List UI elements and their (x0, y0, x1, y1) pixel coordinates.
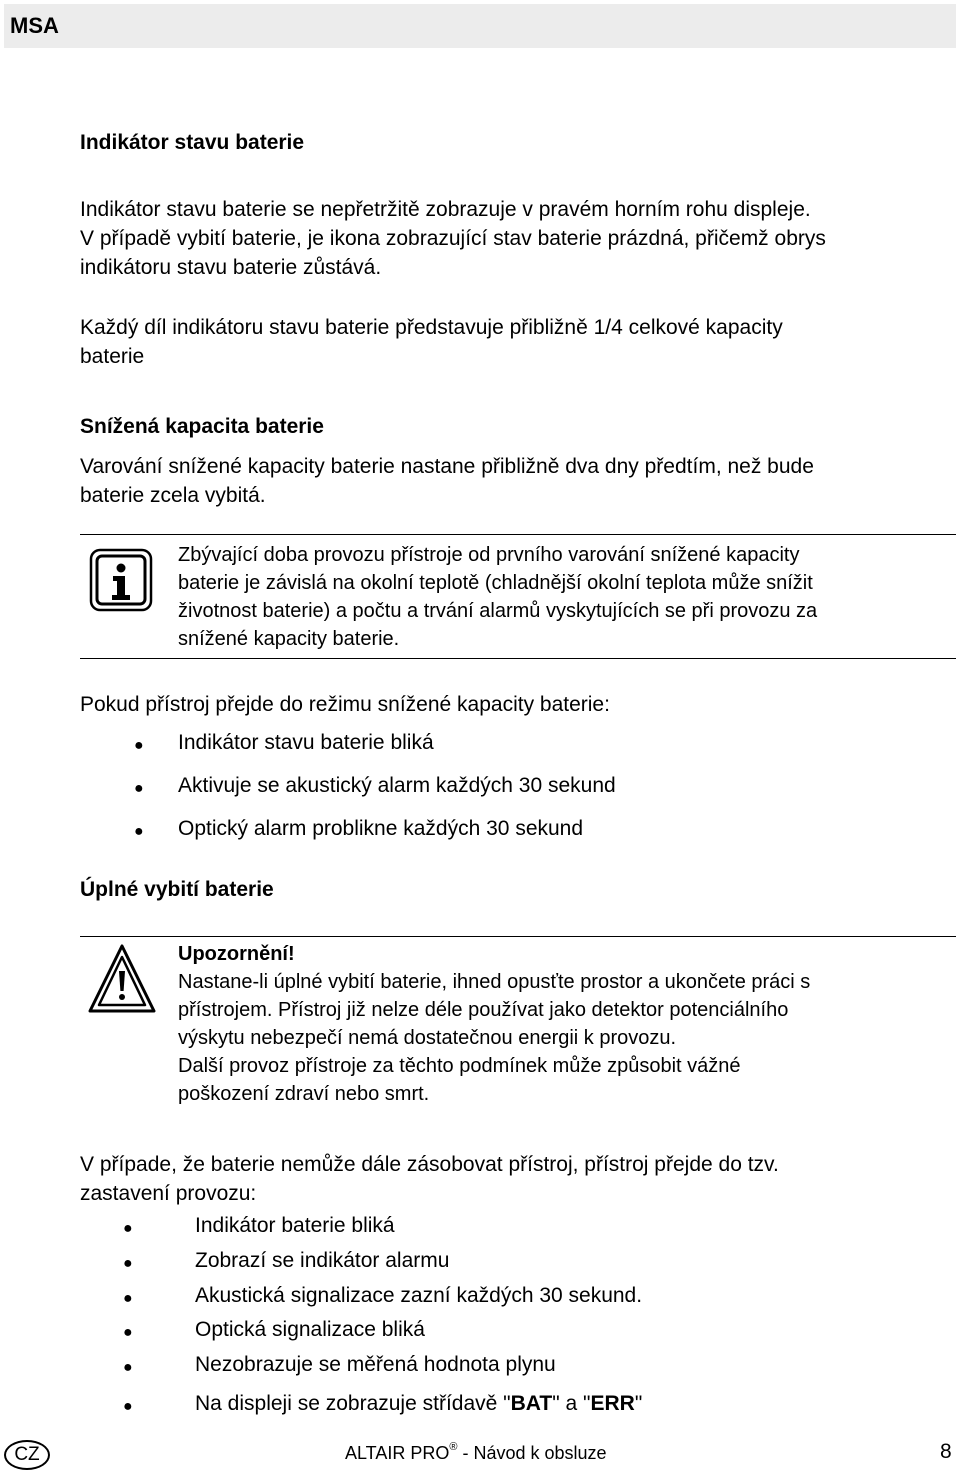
text-line: Další provoz přístroje za těchto podmínek může způsobit vážné (178, 1055, 741, 1077)
err-code: ERR (590, 1392, 635, 1415)
section-title-battery-indicator: Indikátor stavu baterie (80, 131, 305, 154)
registered-mark: ® (449, 1441, 458, 1453)
text-line: výskytu nebezpečí nemá dostatečnou energii k provozu. (178, 1027, 677, 1049)
text-line: baterie je závislá na okolní teplotě (chladnější okolní teplota může snížit (178, 572, 813, 594)
bullet: ● (134, 823, 144, 840)
bullet: ● (123, 1220, 133, 1237)
list-item: Indikátor baterie bliká (195, 1214, 395, 1237)
text-line: Varování snížené kapacity baterie nastane přibližně dva dny předtím, než bude (80, 455, 814, 478)
text-line: Každý díl indikátoru stavu baterie představuje přibližně 1/4 celkové kapacity (80, 316, 783, 339)
bat-code: BAT (510, 1392, 553, 1415)
text-line: indikátoru stavu baterie zůstává. (80, 256, 382, 279)
product-name: ALTAIR PRO (345, 1443, 450, 1463)
text-line: Zbývající doba provozu přístroje od prvního varování snížené kapacity (178, 544, 800, 566)
text-line: zastavení provozu: (80, 1182, 257, 1205)
text-segment: " (634, 1392, 643, 1415)
list-item: Indikátor stavu baterie bliká (178, 731, 434, 754)
warning-note (178, 940, 958, 1108)
paragraph-battery-segments (80, 313, 950, 371)
text-line: snížené kapacity baterie. (178, 628, 400, 650)
list-item: Aktivuje se akustický alarm každých 30 sekund (178, 774, 616, 797)
bullet: ● (134, 780, 144, 797)
text-line: baterie zcela vybitá. (80, 484, 266, 507)
list-item: Zobrazí se indikátor alarmu (195, 1249, 450, 1272)
divider (80, 936, 956, 937)
section-title-full-discharge: Úplné vybití baterie (80, 878, 274, 901)
text-segment: " a " (552, 1392, 591, 1415)
bullet: ● (123, 1398, 133, 1415)
section-title-low-battery: Snížená kapacita baterie (80, 415, 324, 438)
divider (80, 658, 956, 659)
page-number: 8 (940, 1440, 952, 1463)
paragraph-low-battery (80, 452, 950, 510)
divider (80, 534, 956, 535)
list-intro: Pokud přístroj přejde do režimu snížené kapacity baterie: (80, 693, 610, 716)
language-badge: CZ (4, 1440, 50, 1470)
list-item: Akustická signalizace zazní každých 30 sekund. (195, 1284, 643, 1307)
bullet: ● (134, 737, 144, 754)
text-line: Indikátor stavu baterie se nepřetržitě zobrazuje v pravém horním rohu displeje. (80, 198, 811, 221)
paragraph-shutdown (80, 1150, 950, 1208)
text-line: V případě vybití baterie, je ikona zobrazující stav baterie prázdná, přičemž obrys (80, 227, 826, 250)
text-line: V případe, že baterie nemůže dále zásobovat přístroj, přístroj přejde do tzv. (80, 1153, 779, 1176)
info-note (178, 541, 958, 653)
text-line: poškození zdraví nebo smrt. (178, 1083, 430, 1105)
warning-title: Upozornění! (178, 943, 295, 965)
warning-icon (87, 943, 157, 1015)
bullet: ● (123, 1324, 133, 1341)
brand-label: MSA (10, 13, 59, 38)
paragraph-battery-indicator (80, 195, 950, 282)
info-icon (89, 548, 153, 612)
manual-label: - Návod k obsluze (457, 1443, 607, 1463)
list-item: Nezobrazuje se měřená hodnota plynu (195, 1353, 556, 1376)
bullet: ● (123, 1255, 133, 1272)
list-item: Optická signalizace bliká (195, 1318, 425, 1341)
text-segment: Na displeji se zobrazuje střídavě " (195, 1392, 511, 1415)
bullet: ● (123, 1359, 133, 1376)
page-header (4, 4, 956, 48)
footer-title (345, 1443, 607, 1464)
bullet: ● (123, 1290, 133, 1307)
list-item: Optický alarm problikne každých 30 sekund (178, 817, 584, 840)
text-line: přístrojem. Přístroj již nelze déle používat jako detektor potenciálního (178, 999, 789, 1021)
text-line: životnost baterie) a počtu a trvání alarmů vyskytujících se při provozu za (178, 600, 818, 622)
list-item-display-alternates (195, 1392, 642, 1416)
text-line: Nastane-li úplné vybití baterie, ihned opusťte prostor a ukončete práci s (178, 971, 811, 993)
text-line: baterie (80, 345, 145, 368)
